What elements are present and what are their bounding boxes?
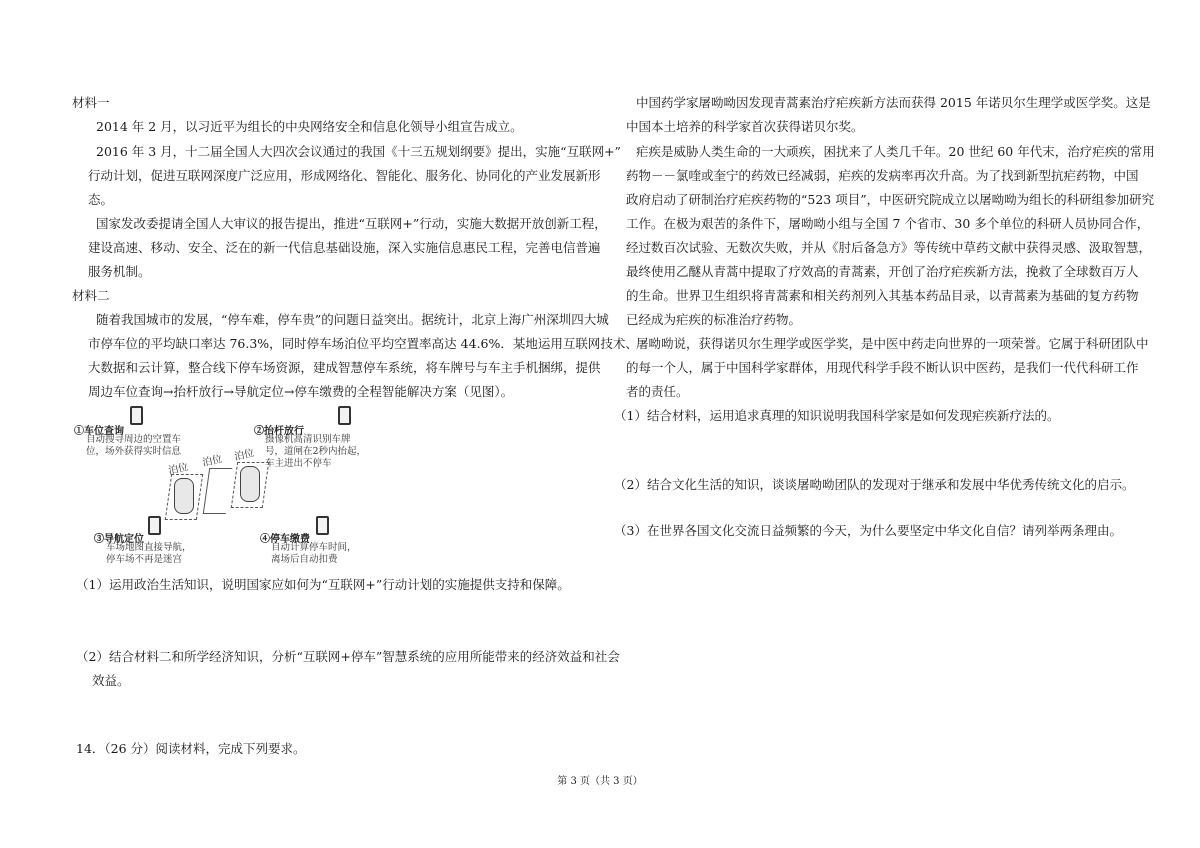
right-paragraph-2-line-7: 的生命。世界卫生组织将青蒿素和相关药剂列入其基本药品目录，以青蒿素为基础的复方药物 [626, 288, 1139, 303]
right-paragraph-2-line-4: 工作。在极为艰苦的条件下，屠呦呦小组与全国 7 个省市、30 多个单位的科研人员协同合作， [626, 216, 1150, 231]
right-paragraph-2-line-1: 疟疾是威胁人类生命的一大顽疾，困扰来了人类几千年。20 世纪 60 年代末，治疗疟疾的常用 [636, 144, 1155, 159]
parking-slot-label: 泊位 [233, 447, 256, 463]
right-paragraph-1-line-2: 中国本土培养的科学家首次获得诺贝尔奖。 [626, 119, 864, 134]
phone-icon [316, 516, 329, 535]
right-question-2: （2）结合文化生活的知识，谈谈屠呦呦团队的发现对于继承和发展中华优秀传统文化的启示。 [614, 477, 1135, 492]
left-question-2-line-1: （2）结合材料二和所学经济知识，分析“互联网+停车”智慧系统的应用所能带来的经济效益和社会 [76, 649, 620, 664]
material-2-paragraph-line-3: 大数据和云计算，整合线下停车场资源，建成智慧停车系统，将车牌号与车主手机捆绑，提供 [88, 360, 601, 375]
right-paragraph-2-line-8: 已经成为疟疾的标准治疗药物。 [626, 312, 802, 327]
step-4-line-2: 离场后自动扣费 [271, 554, 338, 565]
right-question-3: （3）在世界各国文化交流日益频繁的今天，为什么要坚定中华文化自信？请列举两条理由。 [614, 523, 1122, 538]
step-1-title: ①车位查询 [74, 426, 124, 437]
material-1-paragraph-2-line-3: 态。 [88, 192, 114, 207]
right-paragraph-2-line-2: 药物－－氯喹或奎宁的药效已经减弱，疟疾的发病率再次升高。为了找到新型抗疟药物，中国 [626, 168, 1139, 183]
parking-slot-label: 泊位 [167, 461, 190, 477]
step-2-line-1: 摄像机高清识别车牌 [265, 434, 351, 445]
car-icon [174, 478, 194, 514]
step-4-title: ④停车缴费 [260, 534, 310, 545]
step-2-title: ②抬杆放行 [254, 426, 304, 437]
right-paragraph-1-line-1: 中国药学家屠呦呦因发现青蒿素治疗疟疾新方法而获得 2015 年诺贝尔生理学或医学奖。这是 [636, 95, 1151, 110]
empty-parking-slot [203, 468, 232, 514]
step-1-line-1: 自动搜寻周边的空置车 [86, 434, 182, 445]
left-question-1: （1）运用政治生活知识，说明国家应如何为“互联网+”行动计划的实施提供支持和保障。 [76, 577, 570, 592]
smart-parking-diagram [72, 404, 372, 572]
step-1-line-2: 位，场外获得实时信息 [86, 446, 182, 457]
right-paragraph-2-line-6: 最终使用乙醚从青蒿中提取了疗效高的青蒿素，开创了治疗疟疾新方法，挽救了全球数百万人 [626, 264, 1139, 279]
step-2-line-3: 车主进出不停车 [265, 458, 332, 469]
right-question-1: （1）结合材料，运用追求真理的知识说明我国科学家是如何发现疟疾新疗法的。 [614, 408, 1060, 423]
material-2-heading: 材料二 [72, 288, 110, 303]
material-1-paragraph-3-line-1: 国家发改委提请全国人大审议的报告提出，推进“互联网+”行动，实施大数据开放创新工程， [96, 216, 607, 231]
right-paragraph-3-line-1: 屠呦呦说，获得诺贝尔生理学或医学奖，是中医中药走向世界的一项荣誉。它属于科研团队中 [636, 336, 1149, 351]
question-14-heading: 14．（26 分）阅读材料，完成下列要求。 [76, 741, 306, 756]
material-2-paragraph-line-1: 随着我国城市的发展，“停车难，停车贵”的问题日益突出。据统计，北京上海广州深圳四大城 [96, 312, 609, 327]
phone-icon [338, 406, 351, 425]
step-3-title: ③导航定位 [94, 534, 144, 545]
page-footer: 第 3 页（共 3 页） [557, 776, 643, 787]
material-2-paragraph-line-2: 市停车位的平均缺口率达 76.3%，同时停车场泊位平均空置率高达 44.6%．某地运用互联网技术、 [88, 336, 638, 351]
step-4-line-1: 自动计算停车时间， [271, 542, 357, 553]
right-paragraph-3-line-2: 的每一个人，属于中国科学家群体，用现代科学手段不断认识中医药，是我们一代代科研工作 [626, 360, 1139, 375]
right-paragraph-2-line-5: 经过数百次试验、无数次失败，并从《肘后备急方》等传统中草药文献中获得灵感、汲取智慧， [626, 240, 1152, 255]
right-paragraph-2-line-3: 政府启动了研制治疗疟疾药物的“523 项目”，中医研究院成立以屠呦呦为组长的科研组参加研究 [626, 192, 1155, 207]
material-1-paragraph-3-line-3: 服务机制。 [88, 264, 151, 279]
step-3-line-1: 车场地图直接导航， [106, 542, 192, 553]
step-3-line-2: 停车场不再是迷宫 [106, 554, 183, 565]
material-1-paragraph-2-line-1: 2016 年 3 月，十二届全国人大四次会议通过的我国《十三五规划纲要》提出，实施“互联网+” [96, 144, 621, 159]
step-2-line-2: 号，道闸在2秒内抬起， [265, 446, 367, 457]
phone-icon [130, 406, 143, 425]
phone-icon [148, 516, 161, 535]
right-paragraph-3-line-3: 者的责任。 [626, 384, 689, 399]
material-1-paragraph-3-line-2: 建设高速、移动、安全、泛在的新一代信息基础设施，深入实施信息惠民工程，完善电信普遍 [88, 240, 601, 255]
parking-slot-label: 泊位 [201, 453, 224, 469]
material-1-paragraph-2-line-2: 行动计划，促进互联网深度广泛应用，形成网络化、智能化、服务化、协同化的产业发展新形 [88, 168, 601, 183]
material-1-heading: 材料一 [72, 95, 110, 110]
left-question-2-line-2: 效益。 [92, 673, 130, 688]
material-2-paragraph-line-4: 周边车位查询→抬杆放行→导航定位→停车缴费的全程智能解决方案（见图）。 [88, 384, 514, 399]
car-icon [240, 466, 260, 502]
material-1-paragraph-1: 2014 年 2 月，以习近平为组长的中央网络安全和信息化领导小组宣告成立。 [96, 119, 523, 134]
